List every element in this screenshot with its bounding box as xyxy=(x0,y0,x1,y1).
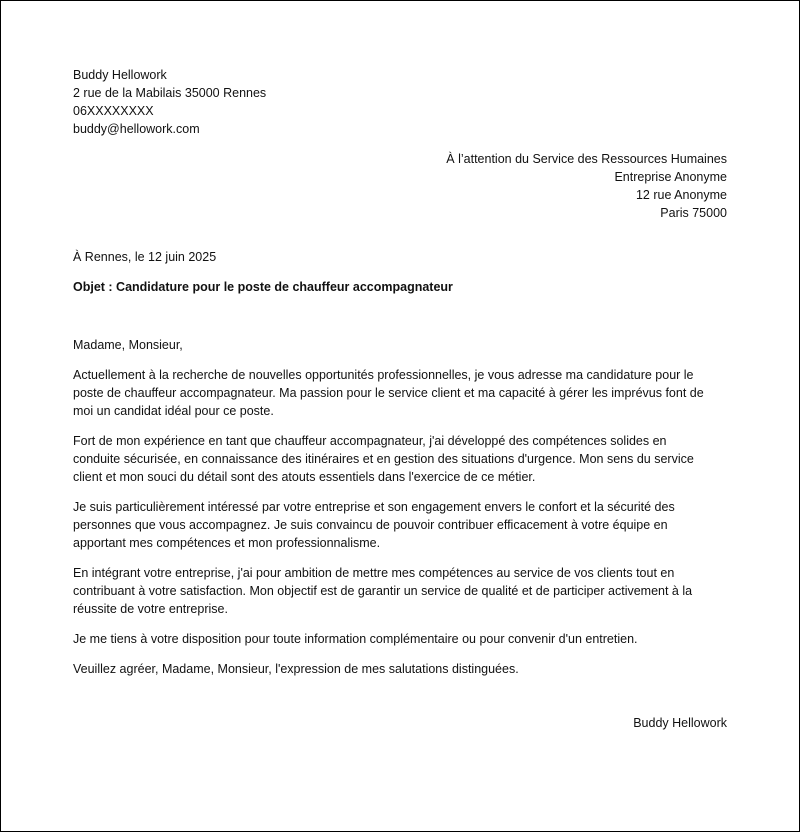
date-line: À Rennes, le 12 juin 2025 xyxy=(73,250,217,264)
recipient-attention: À l’attention du Service des Ressources Humaines xyxy=(446,152,727,166)
recipient-city: Paris 75000 xyxy=(660,206,727,220)
recipient-street: 12 rue Anonyme xyxy=(635,188,727,202)
paragraph-1 xyxy=(73,366,727,420)
paragraph-4 xyxy=(73,564,727,618)
paragraph-line: Je suis particulièrement intéressé par votre entreprise et son engagement envers le confort et la sécurité des xyxy=(73,500,675,514)
sender-block xyxy=(73,66,727,138)
recipient-company: Entreprise Anonyme xyxy=(614,170,727,184)
paragraph-line: Actuellement à la recherche de nouvelles opportunités professionnelles, je vous adresse ma candidature pour le xyxy=(73,368,694,382)
paragraph-3 xyxy=(73,498,727,552)
paragraph-line: conduite sécurisée, en connaissance des itinéraires et en gestion des situations d'urgence. Mon sens du service xyxy=(73,452,694,466)
paragraph-line: réussite de votre entreprise. xyxy=(73,602,228,616)
paragraph-line: Je me tiens à votre disposition pour toute information complémentaire ou pour convenir d'un entretien. xyxy=(73,632,638,646)
paragraph-line: contribuant à votre satisfaction. Mon objectif est de garantir un service de qualité et de participer activement à la xyxy=(73,584,693,598)
sender-address: 2 rue de la Mabilais 35000 Rennes xyxy=(73,86,267,100)
paragraph-closing xyxy=(73,660,727,678)
paragraph-line: En intégrant votre entreprise, j'ai pour ambition de mettre mes compétences au service de vos clients tout en xyxy=(73,566,675,580)
paragraph-line: apportant mes compétences et mon professionnalisme. xyxy=(73,536,381,550)
sender-phone: 06XXXXXXXX xyxy=(73,104,154,118)
paragraph-line: Fort de mon expérience en tant que chauffeur accompagnateur, j'ai développé des compétences solides en xyxy=(73,434,667,448)
paragraph-line: client et mon souci du détail sont des atouts essentiels dans l'exercice de ce métier. xyxy=(73,470,536,484)
paragraph-5 xyxy=(73,630,727,648)
signature: Buddy Hellowork xyxy=(633,716,727,730)
paragraph-line: personnes que vous accompagnez. Je suis convaincu de pouvoir contribuer efficacement à votre équipe en xyxy=(73,518,668,532)
paragraph-line: Veuillez agréer, Madame, Monsieur, l'expression de mes salutations distinguées. xyxy=(73,662,519,676)
sender-name: Buddy Hellowork xyxy=(73,68,167,82)
recipient-block xyxy=(73,150,727,222)
paragraph-line: poste de chauffeur accompagnateur. Ma passion pour le service client et ma capacité à gérer les imprévus font de xyxy=(73,386,704,400)
sender-email: buddy@hellowork.com xyxy=(73,122,200,136)
paragraph-2 xyxy=(73,432,727,486)
greeting: Madame, Monsieur, xyxy=(73,338,183,352)
subject-line: Objet : Candidature pour le poste de chauffeur accompagnateur xyxy=(73,280,453,294)
paragraph-line: moi un candidat idéal pour ce poste. xyxy=(73,404,274,418)
